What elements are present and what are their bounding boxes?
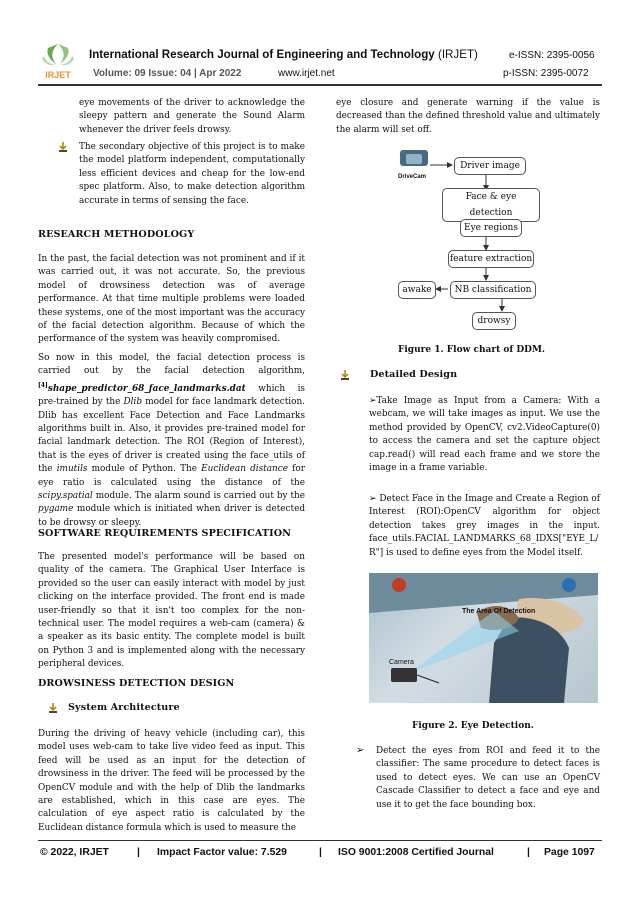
bullet-icon xyxy=(48,703,58,716)
flow-nb-classification: NB classification xyxy=(450,281,536,299)
heading-detailed-design: Detailed Design xyxy=(370,369,458,380)
volume-issue: Volume: 09 Issue: 04 | Apr 2022 xyxy=(93,68,242,79)
header-rule xyxy=(38,84,602,86)
heading-system-architecture: System Architecture xyxy=(68,702,180,713)
flow-feature-extraction: feature extraction xyxy=(448,250,534,268)
eye-closure-paragraph: eye closure and generate warning if the value is decreased than the defined threshold value and ultimately the alarm will set off. xyxy=(336,98,600,135)
figure-1-caption: Figure 1. Flow chart of DDM. xyxy=(398,345,546,355)
footer-iso: ISO 9001:2008 Certified Journal xyxy=(338,847,494,858)
pissn: p-ISSN: 2395-0072 xyxy=(503,68,589,79)
eye-detection-illustration xyxy=(369,573,598,703)
irjet-logo xyxy=(36,42,80,82)
footer-rule xyxy=(38,840,602,841)
step-detect-eyes: Detect the eyes from ROI and feed it to the classifier: The same procedure to detect faces is used to detect eyes. We can use an OpenCV Cascade Classifier to detect a face and eye and use it to get the face bounding box. xyxy=(376,746,600,810)
intro-paragraph: eye movements of the driver to acknowledge the sleepy pattern and generate the Sound Alarm whenever the driver feels drowsy. xyxy=(79,98,305,135)
bullet-icon xyxy=(58,142,68,155)
arrow-bullet-icon: ➢ xyxy=(356,745,365,756)
research-paragraph-2: So now in this model, the facial detection process is carried out by the facial detection algorithm, [4]shape_predictor_68_face_landmarks.dat which is pre-trained by the Dlib model for face landmark detection. Dlib has excellent Face Detection and Face Landmarks algorithms built in. Also, it provides pre-trained model for facial landmark detection. The ROI (Region of Interest), that is the eyes of driver is created using the face_utils of the imutils module of Python. The Euclidean distance for eye ratio is calculated using the distance of the scipy.spatial module. The alarm sound is carried out by the pygame module which is initiated when driver is detected to be drowsy or sleepy. xyxy=(38,353,305,528)
flow-chart xyxy=(392,146,572,336)
heading-software-requirements: SOFTWARE REQUIREMENTS SPECIFICATION xyxy=(38,528,292,539)
eissn: e-ISSN: 2395-0056 xyxy=(509,50,595,61)
website: www.irjet.net xyxy=(278,68,335,79)
flow-awake: awake xyxy=(398,281,436,299)
heading-drowsiness-design: DROWSINESS DETECTION DESIGN xyxy=(38,678,235,689)
footer-page-number: Page 1097 xyxy=(544,847,595,858)
heading-research-methodology: RESEARCH METHODOLOGY xyxy=(38,229,195,240)
area-of-detection-label: The Area Of Detection xyxy=(462,608,536,615)
drivecam-label: DriveCam xyxy=(398,174,427,180)
step-detect-face: ➢ Detect Face in the Image and Create a Region of Interest (ROI):OpenCV algorithm for object detection takes grey images in the input. face_utils.FACIAL_LANDMARKS_68_IDXS["EYE_L/ R"] is used to define eyes from the Model itself. xyxy=(369,494,600,558)
figure-2-caption: Figure 2. Eye Detection. xyxy=(412,721,534,731)
software-paragraph: The presented model's performance will be based on quality of the camera. The Graphical User Interface is provided so the user can easily interact with model by just clicking on the interface provided. The front end is made user-friendly so that it isn't too complex for the non-technical user. The model requires a web-cam (camera) & a speaker as its basic entity. The complete model is built on Python 3 and is implemented along with the necessary peripheral devices. xyxy=(38,552,305,670)
system-architecture-paragraph: During the driving of heavy vehicle (including car), this model uses web-cam to take live video feed as input. This feed will be used as an input for the detection of drowsiness in the driver. The feed will be processed by the OpenCV module and with the help of Dlib the landmarks are established, which in this case are eyes. The calculation of eye aspect ratio is calculated by the Euclidean distance formula which is used to measure the xyxy=(38,729,305,833)
footer-impact-factor: Impact Factor value: 7.529 xyxy=(157,847,287,858)
secondary-objective: The secondary objective of this project is to make the model platform independent, computationally less efficient devices and cheap for the low-end spec platform. Also, to make detection algorithm accurate in terms of sensing the face. xyxy=(79,142,305,206)
journal-title: International Research Journal of Engineering and Technology (IRJET) xyxy=(89,48,478,61)
flow-drowsy: drowsy xyxy=(472,312,516,330)
camera-label: Camera xyxy=(389,659,414,666)
footer-copyright: © 2022, IRJET xyxy=(40,847,109,858)
bullet-icon xyxy=(340,370,350,383)
flow-face-eye-detection: Face & eye detection xyxy=(442,188,540,222)
research-paragraph-1: In the past, the facial detection was not prominent and if it was carried out, it was not accurate. So, the previous model of drowsiness detection was of average performance. At that time multiple problems were loaded these systems, one of the most important was the accuracy of the facial detection algorithm. Because of which the performance of the system was heavily compromised. xyxy=(38,254,305,345)
flow-driver-image: Driver image xyxy=(454,157,526,175)
flow-eye-regions: Eye regions xyxy=(460,219,522,237)
logo-text: IRJET xyxy=(45,70,71,80)
step-take-image: ➢Take Image as Input from a Camera: With a webcam, we will take images as input. We use the method provided by OpenCV, cv2.VideoCapture(0) to access the camera and set the capture object cap.read() will read each frame and we store the image in a frame variable. xyxy=(369,396,600,474)
figure-2-eye-detection-image xyxy=(369,573,598,703)
